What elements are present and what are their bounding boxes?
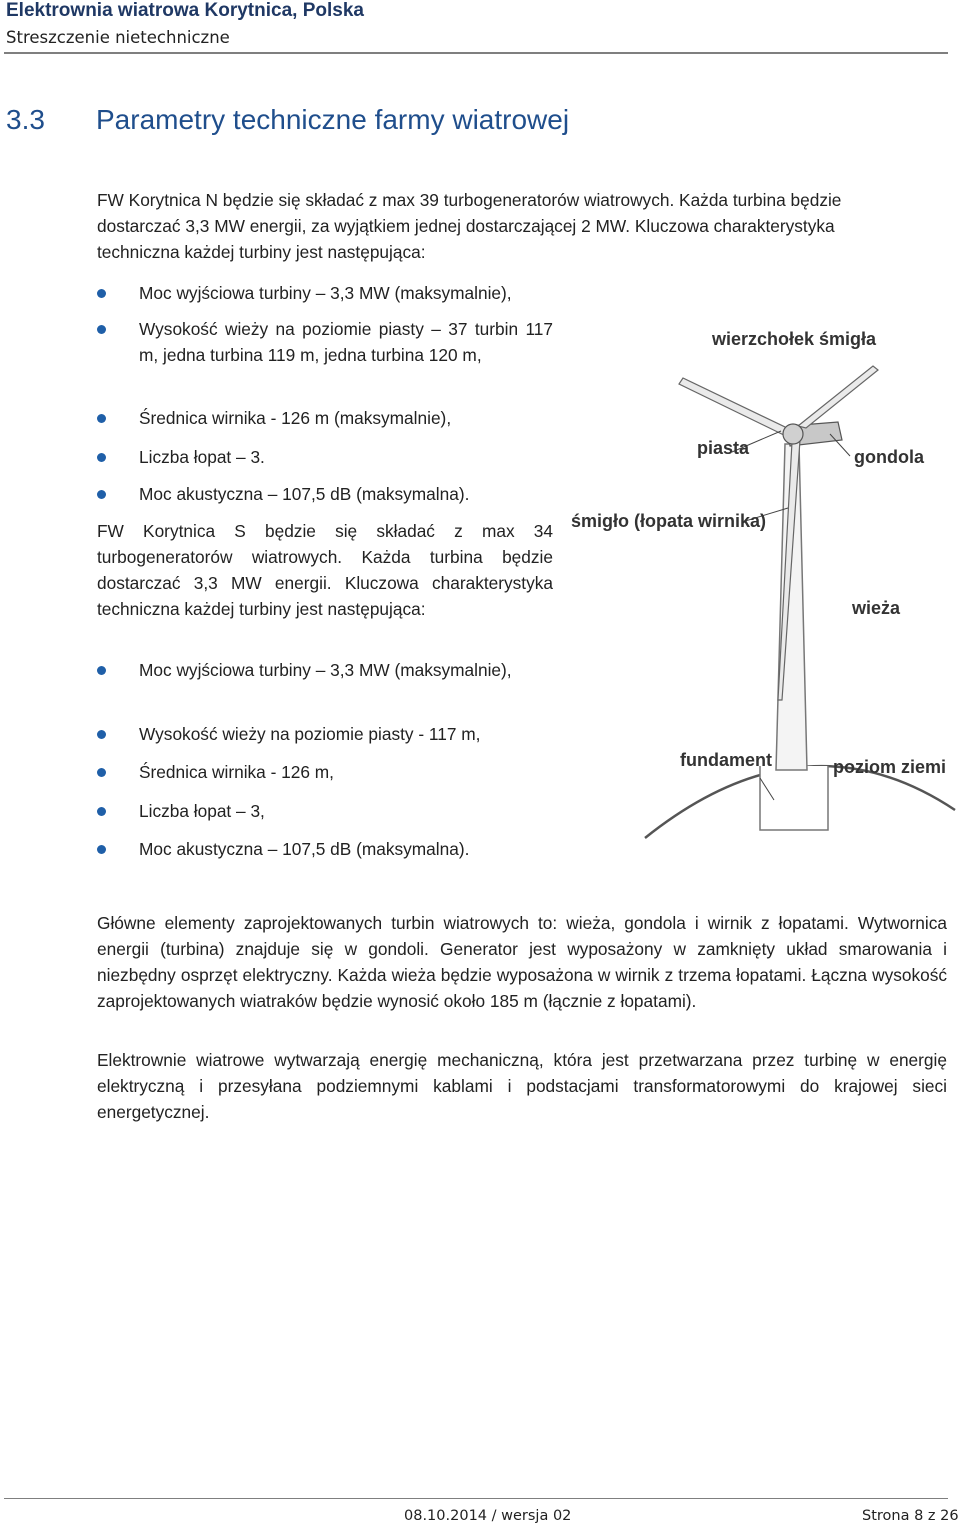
header-subtitle: Streszczenie nietechniczne (6, 28, 230, 47)
north-bullet-text: Moc akustyczna – 107,5 dB (maksymalna). (139, 484, 470, 504)
label-blade-tip: wierzchołek śmigła (712, 329, 877, 349)
south-intro: FW Korytnica S będzie się składać z max 34 turbogeneratorów wiatrowych. Każda turbina będzie dostarczać 3,3 MW energii. Kluczowa charakterystyka techniczna każdej turbiny jest następująca: (97, 521, 553, 619)
bullet-dot (97, 414, 106, 423)
section-number: 3.3 (6, 104, 45, 135)
north-bullet-text: Średnica wirnika - 126 m (maksymalnie), (139, 408, 452, 428)
label-nacelle: gondola (854, 447, 924, 467)
label-tower: wieża (852, 598, 901, 618)
header-divider (4, 52, 948, 54)
bullet-dot (97, 453, 106, 462)
blade-upper-right (798, 366, 878, 428)
south-bullet-text: Moc wyjściowa turbiny – 3,3 MW (maksymalnie), (139, 660, 512, 680)
blade-upper-left (679, 378, 790, 438)
south-bullet-text: Średnica wirnika - 126 m, (139, 762, 334, 782)
label-foundation: fundament (680, 750, 772, 770)
wind-turbine-diagram (560, 300, 960, 860)
bullet-dot (97, 666, 106, 675)
south-bullet-text: Wysokość wieży na poziomie piasty - 117 m, (139, 724, 481, 744)
label-ground: poziom ziemi (833, 757, 947, 777)
north-bullet-text: Moc wyjściowa turbiny – 3,3 MW (maksymalnie), (139, 283, 512, 303)
footer-date-version: 08.10.2014 / wersja 02 (404, 1508, 572, 1524)
north-bullet-text: Liczba łopat – 3. (139, 447, 265, 467)
bullet-dot (97, 807, 106, 816)
body-paragraph-2: Elektrownie wiatrowe wytwarzają energię mechaniczną, która jest przetwarzana przez turbinę w energię elektryczną i przesyłana podziemnymi kablami i podstacjami transformatorowymi do krajowej sieci energetycznej. (97, 1050, 947, 1122)
bullet-dot (97, 768, 106, 777)
section-title: Parametry techniczne farmy wiatrowej (96, 104, 570, 135)
section-heading (6, 104, 569, 136)
bullet-dot (97, 730, 106, 739)
body-paragraph-1: Główne elementy zaprojektowanych turbin wiatrowych to: wieża, gondola i wirnik z łopatami. Wytwornica energii (turbina) znajduje się w gondoli. Generator jest wyposażony w zamknięty układ smarowania i niezbędny osprzęt elektryczny. Każda wieża będzie wyposażona w wirnik z trzema łopatami. Łączna wysokość zaprojektowanych wiatraków będzie wynosić około 185 m (łącznie z łopatami). (97, 913, 947, 1011)
south-bullet-text: Liczba łopat – 3, (139, 801, 265, 821)
north-intro-line3: techniczna każdej turbiny jest następująca: (97, 242, 426, 262)
north-intro (97, 187, 947, 265)
label-hub: piasta (697, 438, 750, 458)
bullet-dot (97, 490, 106, 499)
north-intro-line2: dostarczać 3,3 MW energii, za wyjątkiem jednej dostarczającej 2 MW. Kluczowa charakterystyka (97, 216, 835, 236)
bullet-dot (97, 845, 106, 854)
bullet-dot (97, 325, 106, 334)
footer-page-number: Strona 8 z 26 (862, 1508, 959, 1524)
label-blade: śmigło (łopata wirnika) (571, 511, 767, 531)
north-bullet-text: Wysokość wieży na poziomie piasty – 37 turbin 117 m, jedna turbina 119 m, jedna turbina 120 m, (139, 319, 553, 365)
header-title: Elektrownia wiatrowa Korytnica, Polska (6, 0, 364, 21)
foundation-shape (760, 766, 828, 830)
bullet-dot (97, 289, 106, 298)
hub-shape (783, 424, 803, 444)
footer-divider (4, 1498, 948, 1499)
south-bullet-text: Moc akustyczna – 107,5 dB (maksymalna). (139, 839, 470, 859)
north-intro-line1: FW Korytnica N będzie się składać z max 39 turbogeneratorów wiatrowych. Każda turbina będzie (97, 190, 842, 210)
